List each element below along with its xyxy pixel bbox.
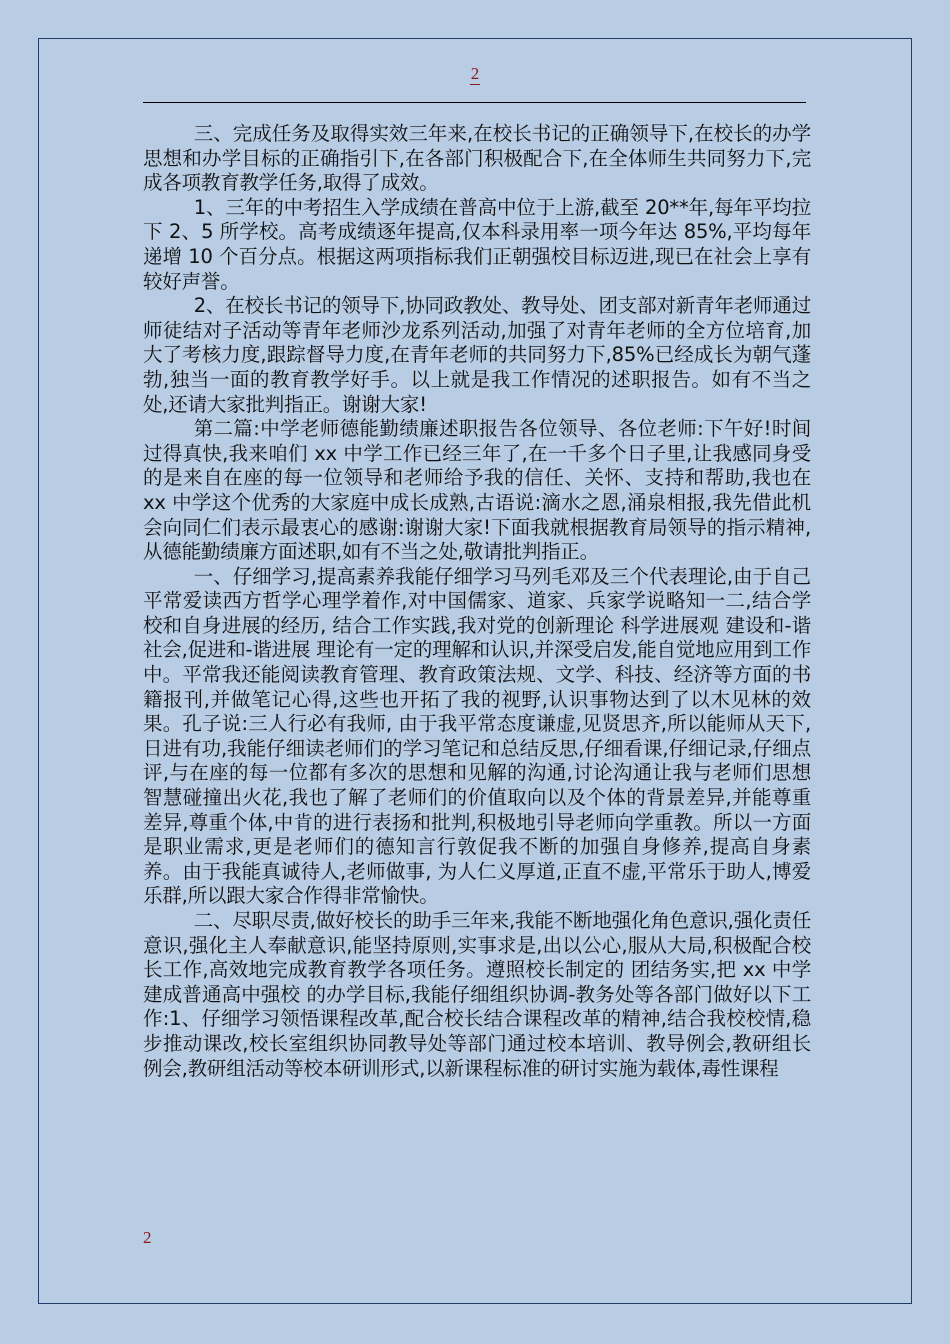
header-divider [143,102,806,103]
paragraph-section-3-results: 三、完成任务及取得实效三年来,在校长书记的正确领导下,在校长的办学思想和办学目标的正确指引下,在各部门积极配合下,在全体师生共同努力下,完成各项教育教学任务,取得了成效。 [143,122,811,195]
paragraph-item-1-exam-results: 1、三年的中考招生入学成绩在普高中位于上游,截至 20**年,每年平均拉下 2、5 所学校。高考成绩逐年提高,仅本科录用率一项今年达 85%,平均每年递增 10 个百分点。根据这两项指标我们正朝强校目标迈进,现已在社会上享有较好声誉。 [143,195,811,293]
paragraph-section-1-study: 一、仔细学习,提高素养我能仔细学习马列毛邓及三个代表理论,由于自己平常爱读西方哲学心理学着作,对中国儒家、道家、兵家学说略知一二,结合学校和自身进展的经历, 结合工作实践,我对党的创新理论 科学进展观 建设和-谐社会,促进和-谐进展 理论有一定的理解和认识,并深受启发,能自觉地应用到工作中。平常我还能阅读教育管理、教育政策法规、文学、科技、经济等方面的书籍报刊,并做笔记心得,这些也开拓了我的视野,认识事物达到了以木见林的效果。孔子说:三人行必有我师, 由于我平常态度谦虚,见贤思齐,所以能师从天下,日进有功,我能仔细读老师们的学习笔记和总结反思,仔细看课,仔细记录,仔细点评,与在座的每一位都有多次的思想和见解的沟通,讨论沟通让我与老师们思想智慧碰撞出火花,我也了解了老师们的价值取向以及个体的背景差异,并能尊重差异,尊重个体,中肯的进行表扬和批判,积极地引导老师向学重教。所以一方面是职业需求,更是老师们的德知言行敦促我不断的加强自身修养,提高自身素养。由于我能真诚待人,老师做事, 为人仁义厚道,正直不虚,平常乐于助人,博爱乐群,所以跟大家合作得非常愉快。 [143,564,811,908]
paragraph-second-report-intro: 第二篇:中学老师德能勤绩廉述职报告各位领导、各位老师:下午好!时间过得真快,我来咱们 xx 中学工作已经三年了,在一千多个日子里,让我感同身受的是来自在座的每一位领导和老师给予我的信任、关怀、支持和帮助,我也在 xx 中学这个优秀的大家庭中成长成熟,古语说:滴水之恩,涌泉相报,我先借此机会向同仁们表示最衷心的感谢:谢谢大家!下面我就根据教育局领导的指示精神,从德能勤绩廉方面述职,如有不当之处,敬请批判指正。 [143,417,811,564]
footer-page-number: 2 [143,1228,152,1247]
paragraph-section-2-duties: 二、尽职尽责,做好校长的助手三年来,我能不断地强化角色意识,强化责任意识,强化主人奉献意识,能坚持原则,实事求是,出以公心,服从大局,积极配合校长工作,高效地完成教育教学各项任务。遵照校长制定的 团结务实,把 xx 中学建成普通高中强校 的办学目标,我能仔细组织协调-教务处等各部门做好以下工作:1、仔细学习领悟课程改革,配合校长结合课程改革的精神,结合我校校情,稳步推动课改,校长室组织协同教导处等部门通过校本培训、教导例会,教研组长例会,教研组活动等校本研训形式,以新课程标准的研讨实施为载体,毒性课程 [143,909,811,1080]
paragraph-item-2-young-teachers: 2、在校长书记的领导下,协同政教处、教导处、团支部对新青年老师通过师徒结对子活动等青年老师沙龙系列活动,加强了对青年老师的全方位培育,加大了考核力度,跟踪督导力度,在青年老师的共同努力下,85%已经成长为朝气蓬勃,独当一面的教育教学好手。以上就是我工作情况的述职报告。如有不当之处,还请大家批判指正。谢谢大家! [143,294,811,416]
header-page-number: 2 [470,64,480,83]
document-body [143,122,811,1081]
